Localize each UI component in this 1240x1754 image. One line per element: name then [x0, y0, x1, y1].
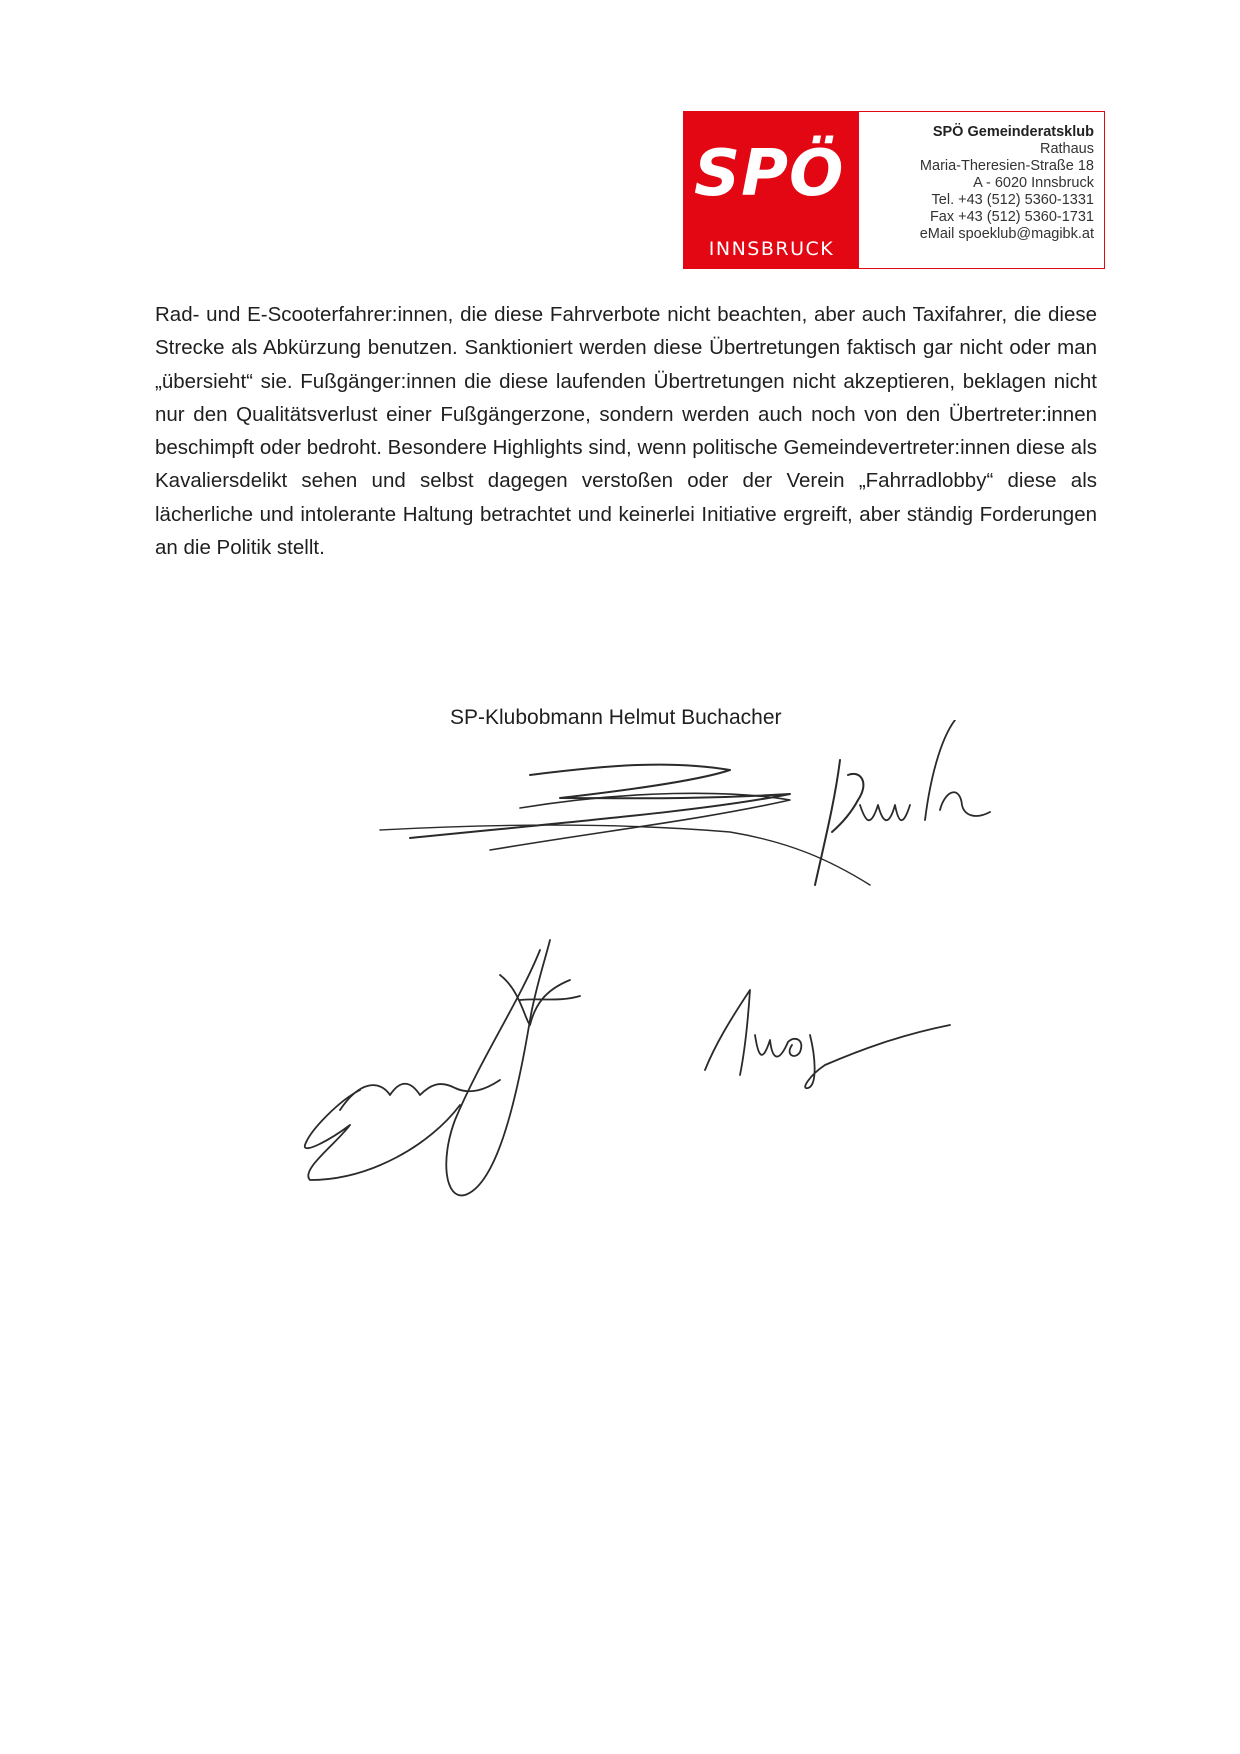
address-street: Maria-Theresien-Straße 18 — [919, 158, 1094, 174]
signature-second — [280, 930, 640, 1200]
address-building: Rathaus — [1039, 141, 1094, 157]
letterhead — [683, 111, 1105, 269]
signatory-name: SP-Klubobmann Helmut Buchacher — [450, 706, 782, 729]
logo-wordmark: SPÖ — [694, 137, 845, 211]
spo-logo — [684, 112, 859, 268]
address-fax: Fax +43 (512) 5360-1731 — [929, 209, 1094, 225]
club-address — [859, 112, 1104, 268]
signature-buchacher — [370, 720, 1010, 940]
address-postal: A - 6020 Innsbruck — [973, 175, 1094, 191]
address-tel: Tel. +43 (512) 5360-1331 — [931, 192, 1094, 208]
logo-city: INNSBRUCK — [708, 238, 835, 260]
club-name: SPÖ Gemeinderatsklub — [932, 124, 1094, 140]
address-email: eMail spoeklub@magibk.at — [919, 226, 1094, 242]
letter-body: Rad- und E-Scooterfahrer:innen, die diese Fahrverbote nicht beachten, aber auch Taxifahrer, die diese Strecke als Abkürzung benutzen. Sanktioniert werden diese Übertretungen faktisch gar nicht oder man „übersieht“ sie. Fußgänger:innen die diese laufenden Übertretungen nicht akzeptieren, beklagen nicht nur den Qualitätsverlust einer Fußgängerzone, sondern werden auch noch von den Übertreter:innen beschimpft oder bedroht. Besondere Highlights sind, wenn politische Gemeindevertreter:innen diese als Kavaliersdelikt sehen und selbst dagegen verstoßen oder der Verein „Fahrradlobby“ diese als lächerliche und intolerante Haltung betrachtet und keinerlei Initiative ergreift, aber ständig Forderungen an die Politik stellt. — [155, 303, 1097, 560]
signature-third — [700, 980, 960, 1100]
